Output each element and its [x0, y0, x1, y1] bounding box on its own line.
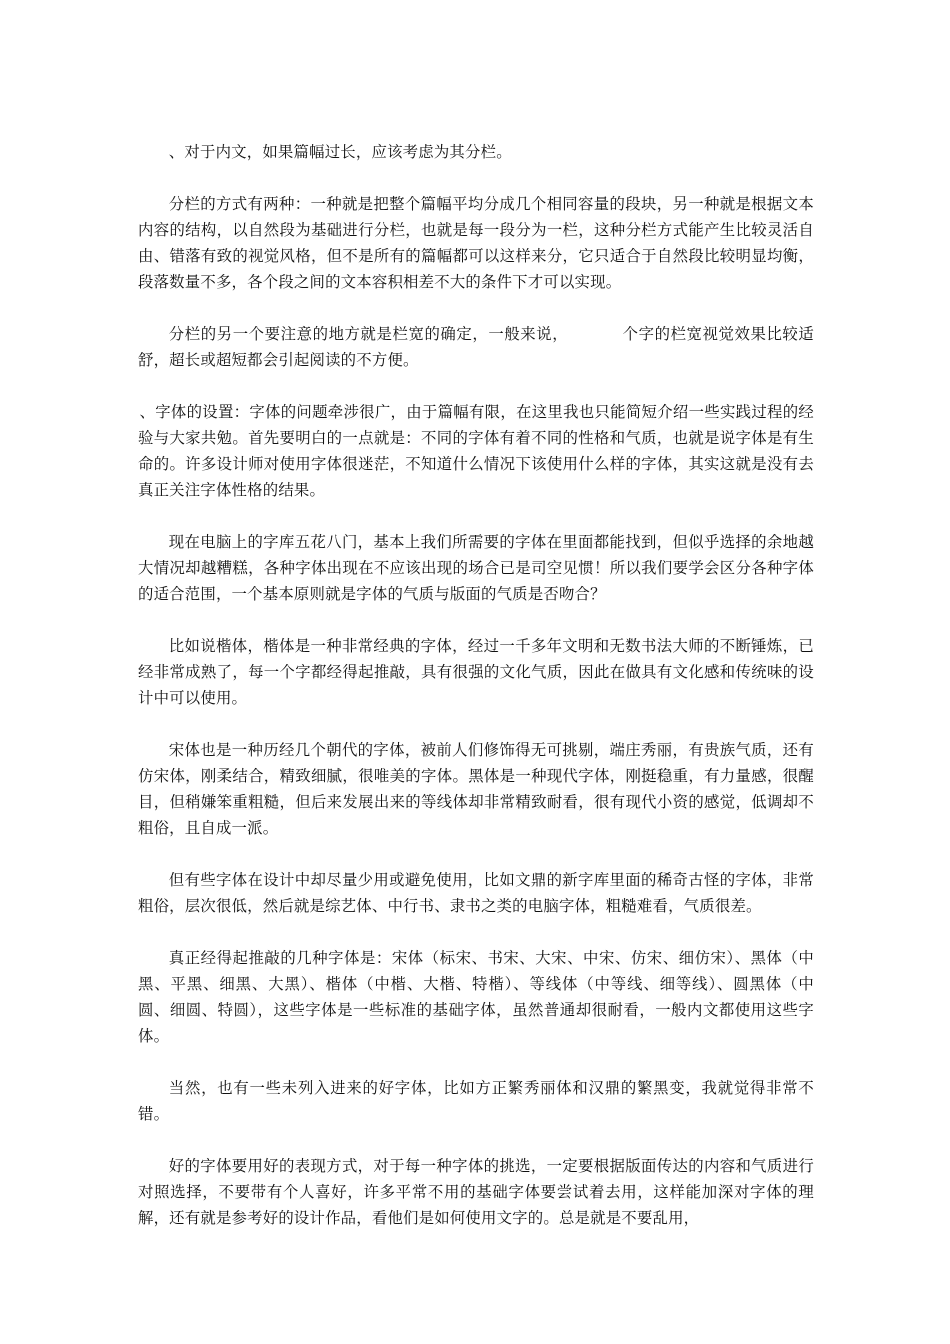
paragraph-11: 好的字体要用好的表现方式，对于每一种字体的挑选，一定要根据版面传达的内容和气质进行对照选择，不要带有个人喜好，许多平常不用的基础字体要尝试着去用，这样能加深对字体的理解，还有就是参考好的设计作品，看他们是如何使用文字的。总是就是不要乱用， [138, 1157, 814, 1227]
paragraph-9: 真正经得起推敲的几种字体是：宋体（标宋、书宋、大宋、中宋、仿宋、细仿宋）、黑体（中黑、平黑、细黑、大黑）、楷体（中楷、大楷、特楷）、等线体（中等线、细等线）、圆黑体（中圆、细圆、特圆），这些字体是一些标准的基础字体，虽然普通却很耐看，一般内文都使用这些字体。 [138, 949, 814, 1045]
paragraph-10: 当然，也有一些未列入进来的好字体，比如方正繁秀丽体和汉鼎的繁黑变，我就觉得非常不错。 [138, 1079, 814, 1123]
paragraph-5: 现在电脑上的字库五花八门，基本上我们所需要的字体在里面都能找到，但似乎选择的余地越大情况却越糟糕，各种字体出现在不应该出现的场合已是司空见惯！所以我们要学会区分各种字体的适合范围，一个基本原则就是字体的气质与版面的气质是否吻合？ [138, 533, 814, 603]
paragraph-1: 、对于内文，如果篇幅过长，应该考虑为其分栏。 [168, 143, 512, 161]
paragraph-3-part-a: 分栏的另一个要注意的地方就是栏宽的确定，一般来说， [168, 325, 569, 343]
paragraph-8: 但有些字体在设计中却尽量少用或避免使用，比如文鼎的新字库里面的稀奇古怪的字体，非常粗俗，层次很低，然后就是综艺体、中行书、隶书之类的电脑字体，粗糙难看，气质很差。 [138, 871, 814, 915]
paragraph-3-part-b: 个字的栏宽视觉效果比较适舒，超长或超短都会引起阅读的不方便。 [138, 325, 814, 369]
document-body [138, 139, 814, 1257]
paragraph-4: 、字体的设置：字体的问题牵涉很广，由于篇幅有限，在这里我也只能简短介绍一些实践过程的经验与大家共勉。首先要明白的一点就是：不同的字体有着不同的性格和气质，也就是说字体是有生命的。许多设计师对使用字体很迷茫，不知道什么情况下该使用什么样的字体，其实这就是没有去真正关注字体性格的结果。 [138, 403, 814, 499]
paragraph-7: 宋体也是一种历经几个朝代的字体，被前人们修饰得无可挑剔，端庄秀丽，有贵族气质，还有仿宋体，刚柔结合，精致细腻，很唯美的字体。黑体是一种现代字体，刚挺稳重，有力量感，很醒目，但稍嫌笨重粗糙，但后来发展出来的等线体却非常精致耐看，很有现代小资的感觉，低调却不粗俗，且自成一派。 [138, 741, 814, 837]
paragraph-3 [138, 321, 814, 373]
paragraph-6: 比如说楷体，楷体是一种非常经典的字体，经过一千多年文明和无数书法大师的不断锤炼，已经非常成熟了，每一个字都经得起推敲，具有很强的文化气质，因此在做具有文化感和传统味的设计中可以使用。 [138, 637, 814, 707]
paragraph-2: 分栏的方式有两种：一种就是把整个篇幅平均分成几个相同容量的段块，另一种就是根据文本内容的结构，以自然段为基础进行分栏，也就是每一段分为一栏，这种分栏方式能产生比较灵活自由、错落有致的视觉风格，但不是所有的篇幅都可以这样来分，它只适合于自然段比较明显均衡，段落数量不多，各个段之间的文本容积相差不大的条件下才可以实现。 [138, 195, 814, 291]
